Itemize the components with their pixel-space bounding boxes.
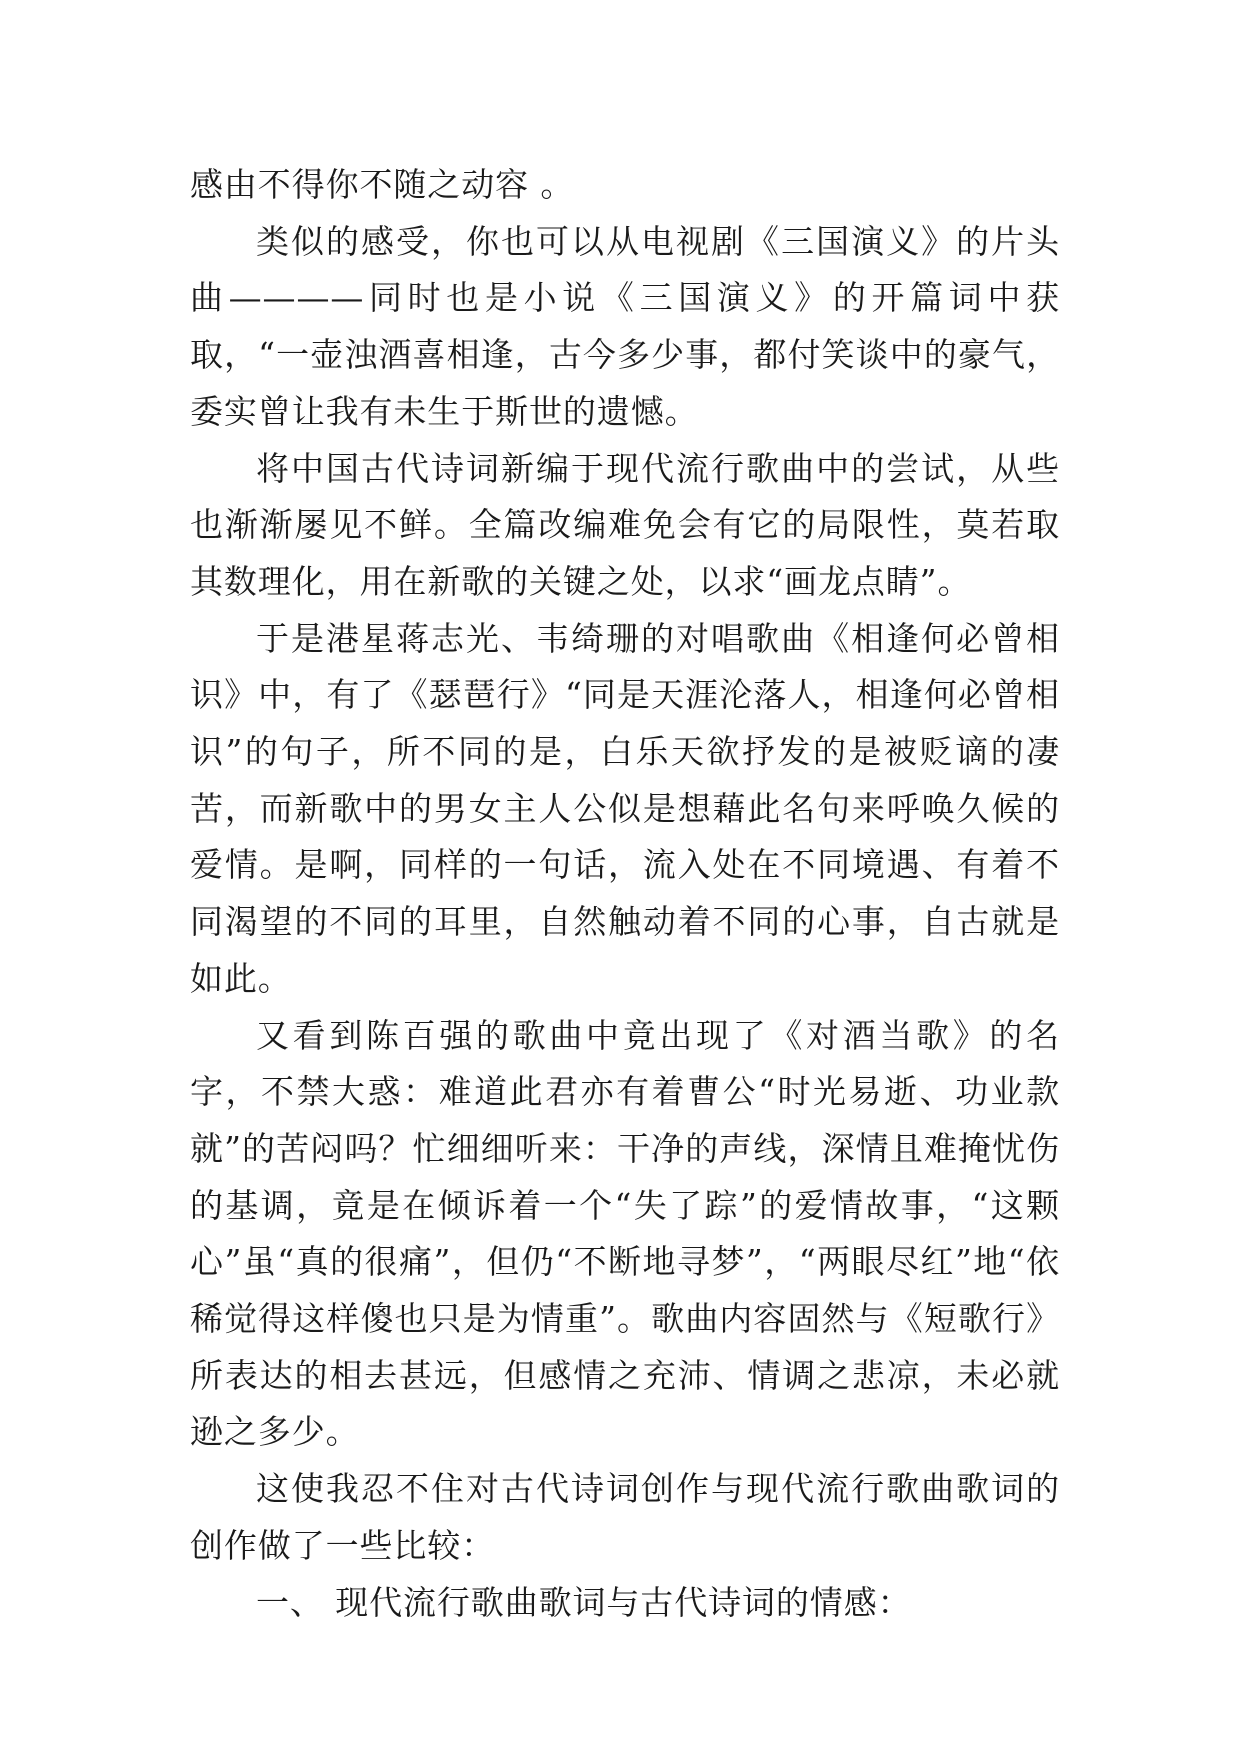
section-heading: 一、 现代流行歌曲歌词与古代诗词的情感： — [256, 1582, 912, 1622]
document-body — [190, 157, 1060, 1631]
paragraph-3: 将中国古代诗词新编于现代流行歌曲中的尝试，从些也渐渐屡见不鲜。全篇改编难免会有它的局限性，莫若取其数理化，用在新歌的关键之处，以求“画龙点睛”。 — [190, 448, 1060, 601]
paragraph-2: 类似的感受，你也可以从电视剧《三国演义》的片头曲————同时也是小说《三国演义》的开篇词中获取，“一壶浊酒喜相逢，古今多少事，都付笑谈中的豪气，委实曾让我有未生于斯世的遗憾。 — [190, 221, 1060, 431]
paragraph-6: 这使我忍不住对古代诗词创作与现代流行歌曲歌词的创作做了一些比较： — [190, 1469, 1060, 1565]
paragraph-1: 感由不得你不随之动容 。 — [190, 165, 575, 204]
paragraph-5: 又看到陈百强的歌曲中竟出现了《对酒当歌》的名字，不禁大惑：难道此君亦有着曹公“时光易逝、功业款就”的苦闷吗？忙细细听来：干净的声线，深情且难掩忧伤的基调，竟是在倾诉着一个“失了踪”的爱情故事，“这颗心”虽“真的很痛”，但仍“不断地寻梦”，“两眼尽红”地“依稀觉得这样傻也只是为情重”。歌曲内容固然与《短歌行》所表达的相去甚远，但感情之充沛、情调之悲凉，未必就逊之多少。 — [190, 1015, 1060, 1452]
paragraph-4: 于是港星蒋志光、韦绮珊的对唱歌曲《相逢何必曾相识》中，有了《瑟琶行》“同是天涯沦落人，相逢何必曾相识”的句子，所不同的是，白乐天欲抒发的是被贬谪的凄苦，而新歌中的男女主人公似是想藉此名句来呼唤久候的爱情。是啊，同样的一句话，流入处在不同境遇、有着不同渴望的不同的耳里，自然触动着不同的心事，自古就是如此。 — [190, 618, 1060, 998]
